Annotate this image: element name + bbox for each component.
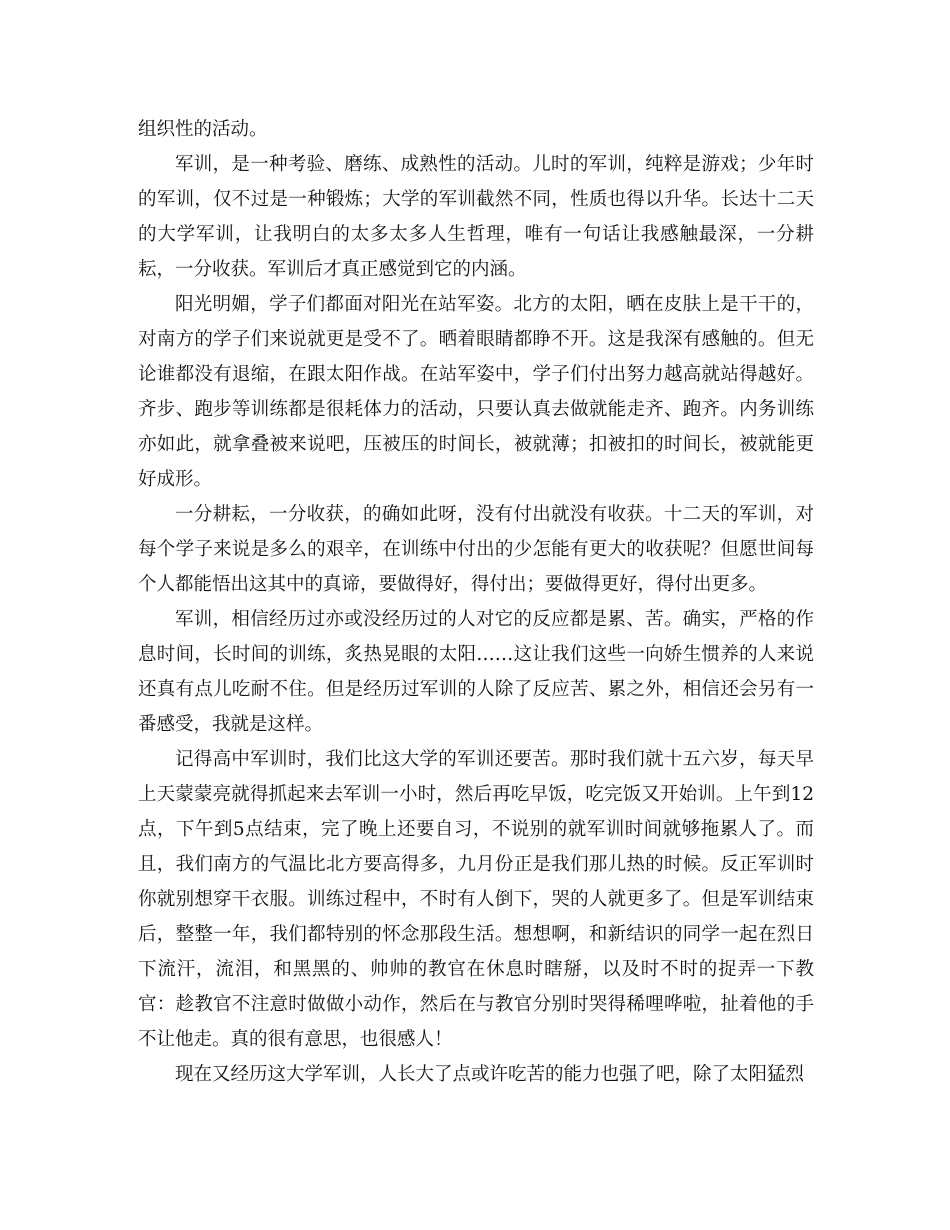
document-body	[138, 112, 814, 1092]
paragraph: 军训，相信经历过亦或没经历过的人对它的反应都是累、苦。确实，严格的作息时间，长时间的训练，炙热晃眼的太阳……这让我们这些一向娇生惯养的人来说还真有点儿吃耐不住。但是经历过军训的人除了反应苦、累之外，相信还会另有一番感受，我就是这样。	[138, 609, 814, 735]
paragraph: 一分耕耘，一分收获，的确如此呀，没有付出就没有收获。十二天的军训，对每个学子来说是多么的艰辛，在训练中付出的少怎能有更大的收获呢？但愿世间每个人都能悟出这其中的真谛，要做得好，得付出；要做得更好，得付出更多。	[138, 504, 814, 595]
paragraph: 军训，是一种考验、磨练、成熟性的活动。儿时的军训，纯粹是游戏；少年时的军训，仅不过是一种锻炼；大学的军训截然不同，性质也得以升华。长达十二天的大学军训，让我明白的太多太多人生哲理，唯有一句话让我感触最深，一分耕耘，一分收获。军训后才真正感觉到它的内涵。	[138, 154, 814, 280]
paragraph: 记得高中军训时，我们比这大学的军训还要苦。那时我们就十五六岁，每天早上天蒙蒙亮就得抓起来去军训一小时，然后再吃早饭，吃完饭又开始训。上午到12点，下午到5点结束，完了晚上还要自习，不说别的就军训时间就够拖累人了。而且，我们南方的气温比北方要高得多，九月份正是我们那儿热的时候。反正军训时你就别想穿干衣服。训练过程中，不时有人倒下，哭的人就更多了。但是军训结束后，整整一年，我们都特别的怀念那段生活。想想啊，和新结识的同学一起在烈日下流汗，流泪，和黑黑的、帅帅的教官在休息时瞎掰，以及时不时的捉弄一下教官：趁教官不注意时做做小动作，然后在与教官分别时哭得稀哩哗啦，扯着他的手不让他走。真的很有意思，也很感人！	[138, 749, 814, 1050]
paragraph-continuation: 组织性的活动。	[138, 119, 268, 140]
paragraph: 阳光明媚，学子们都面对阳光在站军姿。北方的太阳，晒在皮肤上是干干的，对南方的学子们来说就更是受不了。晒着眼睛都睁不开。这是我深有感触的。但无论谁都没有退缩，在跟太阳作战。在站军姿中，学子们付出努力越高就站得越好。齐步、跑步等训练都是很耗体力的活动，只要认真去做就能走齐、跑齐。内务训练亦如此，就拿叠被来说吧，压被压的时间长，被就薄；扣被扣的时间长，被就能更好成形。	[138, 294, 814, 490]
paragraph: 现在又经历这大学军训，人长大了点或许吃苦的能力也强了吧，除了太阳猛烈	[175, 1064, 805, 1085]
